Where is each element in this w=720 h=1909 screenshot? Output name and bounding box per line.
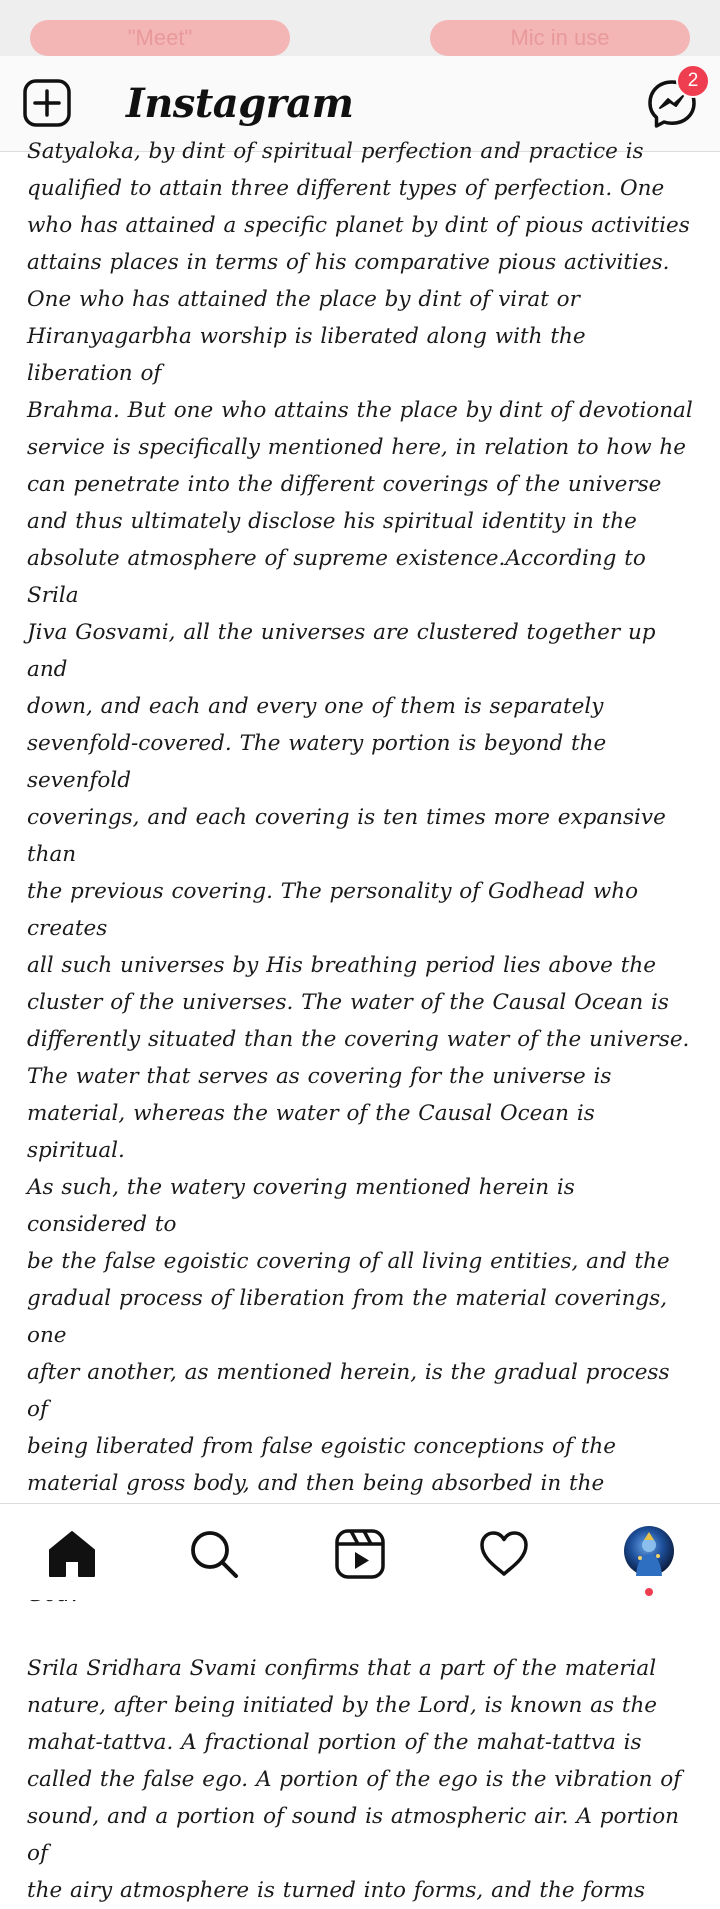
call-indicator-bar bbox=[0, 0, 720, 56]
text-paragraph: Srila Sridhara Svami confirms that a part of the material nature, after being initiated by the Lord, is known as the mahat-tattva. A fractional portion of the mahat-tattva is called the false ego. A portion of the ego is the vibration of sound, and a portion of sound is atmospheric air. A portion of the airy atmosphere is turned into forms, and the forms bbox=[27, 1656, 682, 1903]
nav-search[interactable] bbox=[188, 1528, 240, 1580]
search-icon bbox=[188, 1528, 240, 1580]
text-scroll-area bbox=[27, 133, 695, 1909]
new-post-button[interactable] bbox=[22, 78, 72, 128]
post-text-content[interactable] bbox=[0, 139, 720, 1903]
profile-notification-dot bbox=[645, 1588, 653, 1596]
plus-square-icon bbox=[22, 78, 72, 128]
home-icon bbox=[46, 1528, 98, 1580]
nav-reels[interactable] bbox=[334, 1528, 386, 1580]
mic-in-use-pill[interactable]: Mic in use bbox=[430, 20, 690, 56]
profile-picture-icon bbox=[624, 1526, 674, 1576]
unread-messages-badge: 2 bbox=[676, 64, 710, 98]
heart-icon bbox=[478, 1528, 530, 1580]
nav-home[interactable] bbox=[46, 1528, 98, 1580]
reels-icon bbox=[334, 1528, 386, 1580]
bottom-navigation bbox=[0, 1503, 720, 1600]
nav-activity[interactable] bbox=[478, 1528, 530, 1580]
instagram-logo[interactable]: Instagram bbox=[126, 80, 354, 127]
text-paragraph: Satyaloka, by dint of spiritual perfection and practice is qualified to attain three different types of perfection. One who has attained a specific planet by dint of pious activities attains places in terms of his comparative pious activities. One who has attained the place by dint of virat or Hiranyagarbha worship is liberated along with the liberation of Brahma. But one who attains the place by dint of devotional service is specifically mentioned here, in relation to how he can penetrate into the different coverings of the universe and thus ultimately disclose his spiritual identity in the absolute atmosphere of supreme existence.According to Srila Jiva Gosvami, all the universes are clustered together up and down, and each and every one of them is separately sevenfold-covered. The watery portion is beyond the sevenfold coverings, and each covering is ten times more expansive than the previous covering. The personality of Godhead who creates all such universes by His breathing period lies above the cluster of the universes. The water of the Causal Ocean is differently situated than the covering water of the universe. The water that serves as covering for the universe is material, whereas the water of the Causal Ocean is spiritual. As such, the watery covering mentioned herein is considered to be the false egoistic covering of all living entities, and the gradual process of liberation from the material coverings, one after another, as mentioned herein, is the gradual process of being liberated from false egoistic conceptions of the material gross body, and then being absorbed in the bbox=[27, 139, 693, 1496]
meet-call-pill[interactable]: "Meet" bbox=[30, 20, 290, 56]
profile-avatar[interactable] bbox=[624, 1526, 674, 1576]
